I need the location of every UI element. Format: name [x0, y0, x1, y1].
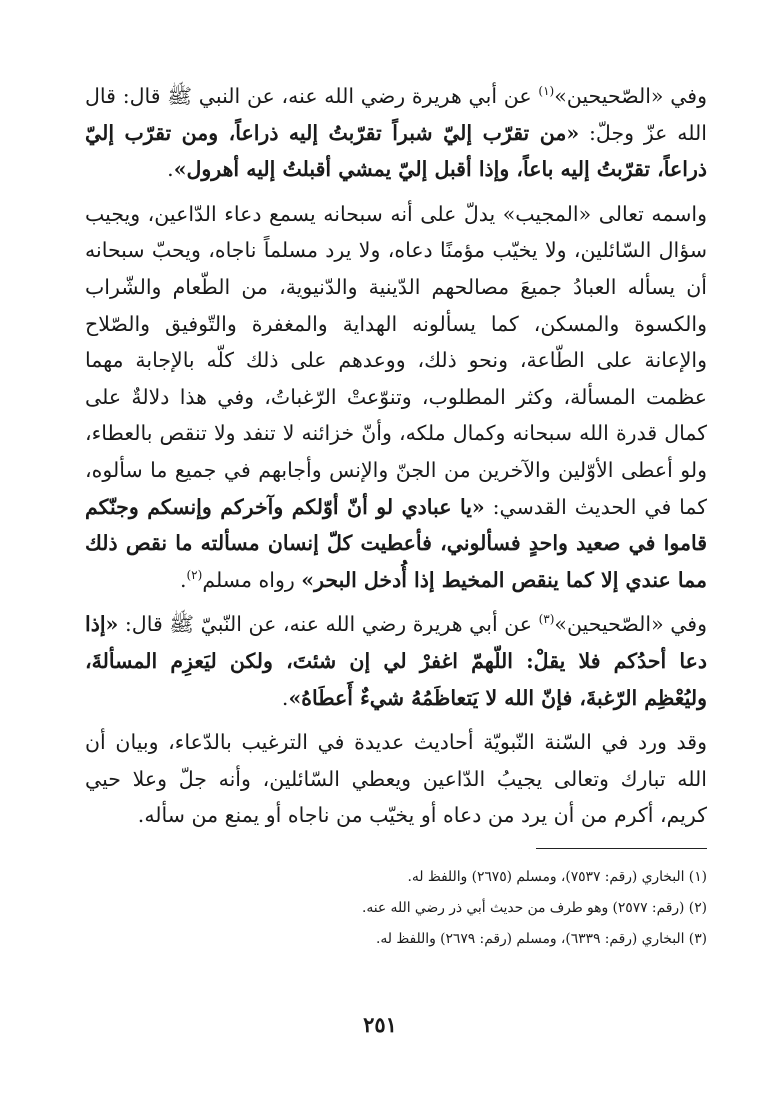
paragraph-2: [85, 196, 707, 599]
text-segment: عن أبي هريرة رضي الله عنه، عن النبي ﷺ قال: قال الله عزّ وجلّ:: [85, 84, 707, 145]
text-segment: عن أبي هريرة رضي الله عنه، عن النّبيّ ﷺ قال:: [118, 612, 539, 637]
main-text: [85, 78, 707, 834]
text-segment: .: [179, 567, 187, 592]
text-segment: رواه مسلم: [202, 567, 302, 592]
hadith-quote: «يا عبادي لو أنّ أوّلكم وآخركم وإنسكم وجنّكم قاموا في صعيد واحدٍ فسألوني، فأعطيت كلّ إنسان مسألته ما نقص ذلك مما عندي إلا كما ينقص المخيط إذا أُدخل البحر»: [85, 494, 707, 592]
hadith-quote: «إذا دعا أحدُكم فلا يقلْ: اللّهمّ اغفرْ لي إن شئتَ، ولكن ليَعزِم المسألةَ، وليُعْظِم الرّغبةَ، فإنّ الله لا يَتعاظَمُهُ شيءٌ أَعطَاهُ»: [85, 612, 707, 710]
footnote-1: (١) البخاري (رقم: ٧٥٣٧)، ومسلم (٢٦٧٥) واللفظ له.: [407, 869, 707, 885]
footnote-ref: (٢): [186, 567, 203, 582]
paragraph-1: [85, 78, 707, 188]
paragraph-4: [85, 724, 707, 834]
footnote-separator: [536, 848, 707, 849]
text-segment: وقد ورد في السّنة النّبويّة أحاديث عديدة في الترغيب بالدّعاء، وبيان أن الله تبارك وتعالى يجيبُ الدّاعين ويعطي السّائلين، وأنه جلّ وعلا حيي كريم، أكرم من أن يرد من دعاه أو يخيّب من ناجاه أو يمنع من سأله.: [85, 730, 707, 828]
page-number: ٢٥١: [363, 1012, 397, 1037]
text-segment: واسمه تعالى «المجيب» يدلّ على أنه سبحانه يسمع دعاء الدّاعين، ويجيب سؤال السّائلين، ولا يخيّب مؤمنًا دعاه، ولا يرد مسلماً ناجاه، ويحبّ سبحانه أن يسأله العبادُ جميعَ مصالحهم الدّينية والدّنيوية، من الطّعام والشّراب والكسوة والمسكن، كما يسألونه الهداية والمغفرة والتّوفيق والصّلاح والإعانة على الطّاعة، ونحو ذلك، ووعدهم على ذلك كلّه بالإجابة مهما عظمت المسألة، وكثر المطلوب، وتنوّعتْ الرّغباتُ، وفي هذا دلالةٌ على كمال قدرة الله سبحانه وكمال ملكه، وأنّ خزائنه لا تنفد ولا تنقص بالعطاء، ولو أعطى الأوّلين والآخرين من الجنّ والإنس وأجابهم في جميع ما سألوه، كما في الحديث القدسي:: [85, 201, 707, 519]
footnotes: [85, 862, 707, 955]
footnote-3: (٣) البخاري (رقم: ٦٣٣٩)، ومسلم (رقم: ٢٦٧٩) واللفظ له.: [376, 931, 707, 947]
text-segment: وفي «الصّحيحين»: [554, 612, 707, 637]
text-segment: .: [167, 157, 174, 182]
footnote-ref: (١): [538, 84, 555, 99]
text-segment: وفي «الصّحيحين»: [554, 84, 707, 108]
footnote-ref: (٣): [538, 612, 555, 627]
hadith-quote: «من تقرّب إليّ شبراً تقرّبتُ إليه ذراعاً، ومن تقرّب إليّ ذراعاً، تقرّبتُ إليه باعاً، وإذا أقبل إليّ يمشي أقبلتُ إليه أهرول»: [85, 120, 707, 182]
paragraph-3: [85, 606, 707, 716]
footnote-2: (٢) (رقم: ٢٥٧٧) وهو طرف من حديث أبي ذر رضي الله عنه.: [361, 900, 707, 916]
text-segment: .: [281, 685, 289, 710]
